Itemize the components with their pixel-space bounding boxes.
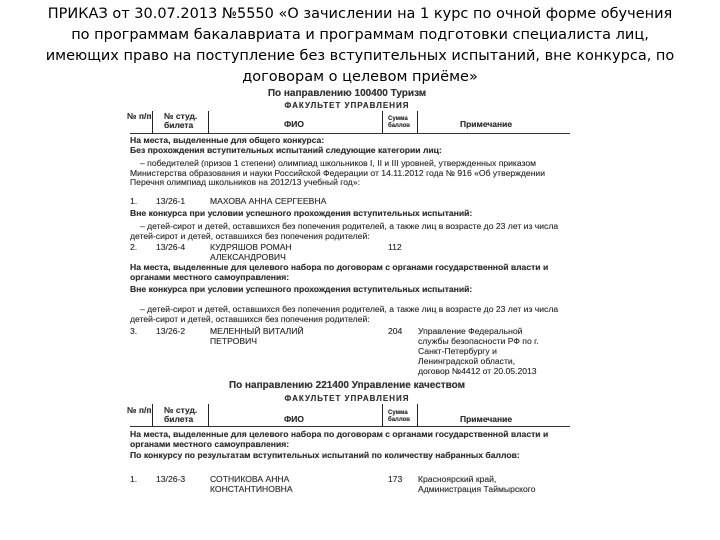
column-divider <box>208 111 209 133</box>
olympiad-winners-text: – победителей (призов 1 степени) олимпиад школьников I, II и III уровней, утвержденных приказом Министерства образования и науки Российской Федерации от 14.11.2012 года № 916 «Об утверждении Перечня олимпиад школьников на 2012/13 учебный год»: <box>130 158 546 187</box>
row-name-line-1: СОТНИКОВА АННА <box>210 474 290 484</box>
row-name: МАХОВА АННА СЕРГЕЕВНА <box>210 196 327 206</box>
row-name-line-1: КУДРЯШОВ РОМАН <box>210 242 292 252</box>
column-sum: Сумма баллов <box>388 410 410 423</box>
row-note-line: договор №4412 от 20.05.2013 <box>418 366 537 376</box>
column-divider <box>417 111 418 133</box>
contest-results-heading: По конкурсу по результатам вступительных испытаний по количеству набранных баллов: <box>130 450 520 460</box>
row-name-line-2: ПЕТРОВИЧ <box>210 336 258 346</box>
order-title-line-1: ПРИКАЗ от 30.07.2013 №5550 «О зачислении на 1 курс по очной форме обучения <box>47 6 673 22</box>
header-rule <box>130 133 570 134</box>
order-title-line-4: договорам о целевом приёме» <box>242 69 478 85</box>
column-ticket: № студ. билета <box>164 111 198 130</box>
row-ticket: 13/26-4 <box>156 242 186 252</box>
row-note-line: Санкт-Петербургу и <box>418 346 497 356</box>
column-note: Примечание <box>460 414 513 424</box>
row-num: 3. <box>130 326 138 336</box>
target-admission-heading: На места, выделенные для целевого набора по договорам с органами государственной власти и органами местного самоуправления: <box>130 429 549 449</box>
row-note-line: Управление Федеральной <box>418 326 523 336</box>
row-name-line-2: АЛЕКСАНДРОВИЧ <box>210 252 286 262</box>
column-note: Примечание <box>460 119 513 129</box>
row-note-line: Ленинградской области, <box>418 356 516 366</box>
column-sum: Сумма баллов <box>388 116 410 129</box>
column-divider <box>152 404 153 426</box>
column-ticket: № студ. билета <box>164 405 198 424</box>
column-fio: ФИО <box>284 414 304 424</box>
column-divider <box>152 111 153 133</box>
row-note-line: службы безопасности РФ по г. <box>418 336 539 346</box>
row-num: 1. <box>130 474 138 484</box>
row-num: 2. <box>130 242 138 252</box>
row-ticket: 13/26-2 <box>156 326 186 336</box>
row-name-line-1: МЕЛЕННЫЙ ВИТАЛИЙ <box>210 326 304 336</box>
column-fio: ФИО <box>284 119 304 129</box>
section2-faculty: ФАКУЛЬТЕТ УПРАВЛЕНИЯ <box>284 394 410 403</box>
section1-faculty: ФАКУЛЬТЕТ УПРАВЛЕНИЯ <box>284 101 410 110</box>
section1-direction: По направлению 100400 Туризм <box>267 88 427 99</box>
no-exams-heading: Без прохождения вступительных испытаний следующие категории лиц: <box>130 145 442 155</box>
row-ticket: 13/26-1 <box>156 196 186 206</box>
order-title-line-2: по программам бакалавриата и программам подготовки специалиста лиц, <box>71 27 649 43</box>
orphans-text: – детей-сирот и детей, оставшихся без попечения родителей, а также лиц в возрасте до 23 лет из числа детей-сирот и детей, оставшихся без попечения родителей: <box>130 221 559 241</box>
column-divider <box>417 404 418 426</box>
column-divider <box>208 404 209 426</box>
row-ticket: 13/26-3 <box>156 474 186 484</box>
out-of-contest-heading: Вне конкурса при условии успешного прохождения вступительных испытаний: <box>130 284 473 294</box>
header-rule <box>130 426 570 427</box>
column-num: № п/п <box>127 405 152 415</box>
general-contest-heading: На места, выделенные для общего конкурса: <box>130 135 325 145</box>
row-num: 1. <box>130 196 138 206</box>
row-note-line: Красноярский край, <box>418 474 497 484</box>
scanned-document <box>112 88 592 540</box>
order-title <box>0 4 720 88</box>
section2-direction: По направлению 221400 Управление качеством <box>228 380 466 391</box>
out-of-contest-heading: Вне конкурса при условии успешного прохождения вступительных испытаний: <box>130 208 473 218</box>
row-sum: 204 <box>388 326 403 336</box>
target-admission-heading: На места, выделенные для целевого набора по договорам с органами государственной власти и органами местного самоуправления: <box>130 262 549 282</box>
row-name-line-2: КОНСТАНТИНОВНА <box>210 484 293 494</box>
row-sum: 112 <box>388 242 402 252</box>
row-note-line: Администрация Таймырского <box>418 484 536 494</box>
order-title-line-3: имеющих право на поступление без вступительных испытаний, вне конкурса, по <box>45 48 675 64</box>
orphans-text: – детей-сирот и детей, оставшихся без попечения родителей, а также лиц в возрасте до 23 лет из числа детей-сирот и детей, оставшихся без попечения родителей: <box>130 304 559 324</box>
row-sum: 173 <box>388 474 403 484</box>
column-num: № п/п <box>127 111 152 121</box>
column-divider <box>382 404 383 426</box>
column-divider <box>382 111 383 133</box>
